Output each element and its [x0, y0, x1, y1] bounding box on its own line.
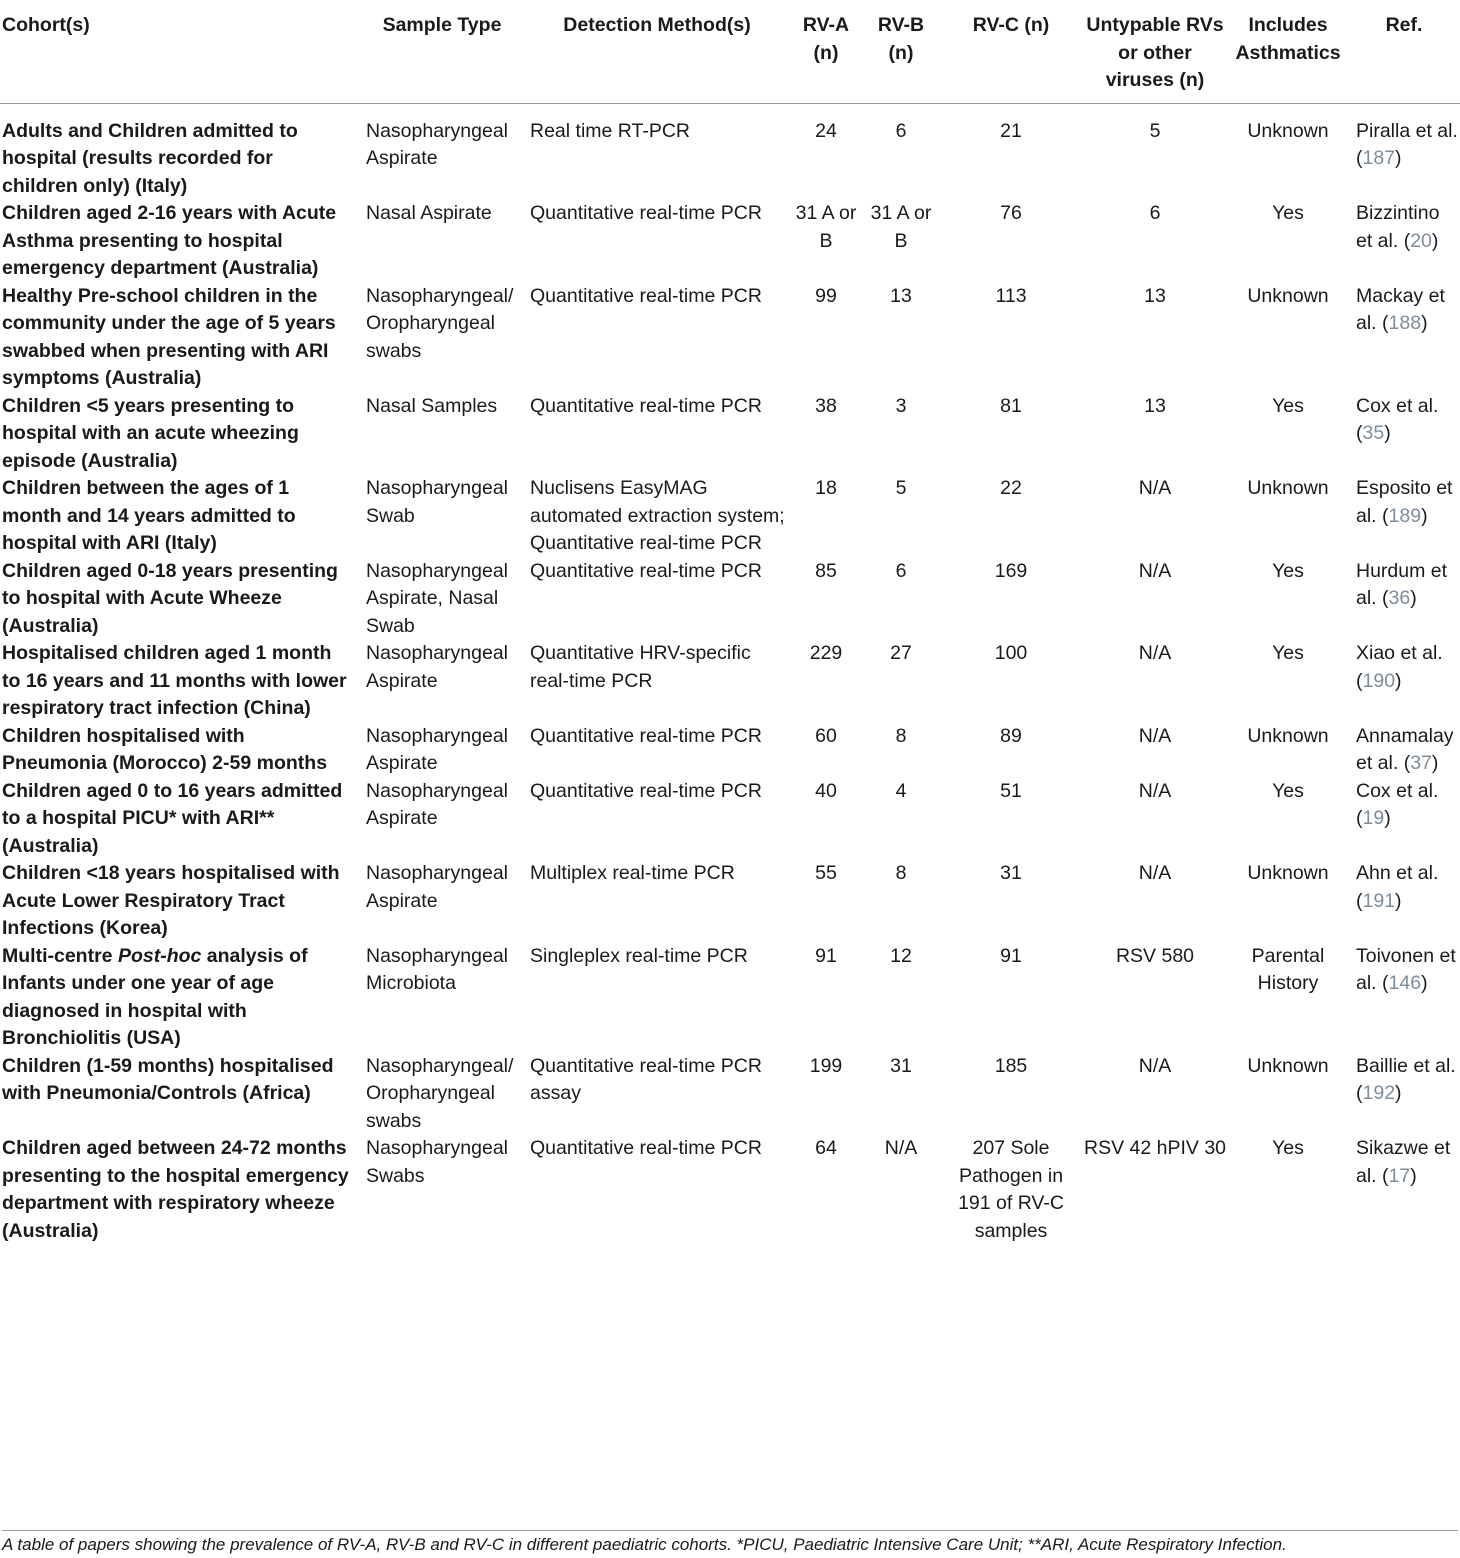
ref-number-link[interactable]: 187: [1362, 147, 1396, 169]
header-rv-b: RV-B (n): [862, 6, 940, 103]
includes-asthmatics-cell: Yes: [1272, 642, 1304, 664]
sample-type-cell: Nasopharyngeal Aspirate: [366, 119, 509, 169]
includes-asthmatics-cell: Unknown: [1247, 724, 1329, 747]
includes-asthmatics-cell: Unknown: [1247, 477, 1329, 499]
rv-b-cell: 3: [895, 394, 907, 417]
rv-a-cell: 99: [815, 284, 837, 307]
ref-author: Ahn et al.: [1356, 862, 1439, 884]
cohort-emphasis: Post-hoc: [117, 944, 202, 967]
rv-c-cell: 76: [1000, 202, 1022, 224]
rv-c-cell: 207 Sole Pathogen in 191 of RV-C samples: [958, 1137, 1064, 1242]
rv-c-cell: 169: [994, 559, 1028, 582]
ref-number-link[interactable]: 20: [1410, 229, 1432, 252]
detection-method-cell: Quantitative real-time PCR assay: [530, 1054, 762, 1104]
detection-method-cell: Quantitative HRV-specific real-time PCR: [530, 642, 751, 692]
rv-a-cell: 40: [815, 779, 837, 802]
ref-number-link[interactable]: 35: [1362, 422, 1385, 444]
ref-author: Esposito et al.: [1356, 477, 1453, 527]
table-row: [0, 393, 1460, 476]
ref-cell: Cox et al. (19): [1356, 779, 1439, 829]
cohort-cell: Children (1-59 months) hospitalised with Pneumonia/Controls (Africa): [2, 1054, 334, 1104]
includes-asthmatics-cell: Unknown: [1247, 862, 1329, 884]
table-row: [0, 475, 1460, 558]
ref-cell: Bizzintino et al. (20): [1356, 202, 1440, 252]
ref-number-link[interactable]: 37: [1410, 752, 1432, 774]
includes-asthmatics-cell: Yes: [1272, 394, 1304, 417]
ref-cell: Esposito et al. (189): [1356, 477, 1453, 527]
table-row: [0, 283, 1460, 393]
table-row: [0, 1053, 1460, 1136]
ref-cell: Sikazwe et al. (17): [1356, 1137, 1451, 1187]
rv-b-cell: 6: [895, 119, 907, 142]
detection-method-cell: Quantitative real-time PCR: [530, 284, 762, 307]
table-body: [0, 103, 1460, 1245]
cohort-text: analysis of Infants under one year of age diagnosed in hospital with Bronchiolitis (USA): [2, 944, 308, 1049]
sample-type-cell: Nasopharyngeal Aspirate: [366, 779, 509, 829]
rv-a-cell: 60: [815, 724, 837, 747]
header-rv-a: RV-A (n): [790, 6, 862, 103]
table-row: [0, 200, 1460, 283]
cohort-cell: Children aged 2-16 years with Acute Asthma presenting to hospital emergency department (Australia): [2, 202, 337, 279]
ref-number-link[interactable]: 192: [1362, 1082, 1396, 1104]
rv-c-cell: 89: [1000, 724, 1022, 747]
includes-asthmatics-cell: Unknown: [1247, 119, 1329, 142]
header-sample-type: Sample Type: [360, 6, 524, 103]
includes-asthmatics-cell: Yes: [1272, 1137, 1304, 1159]
table-row: [0, 558, 1460, 641]
cohort-cell: Children between the ages of 1 month and 14 years admitted to hospital with ARI (Italy): [2, 477, 296, 554]
ref-cell: Annamalay et al. (37): [1356, 724, 1454, 774]
header-detection-method: Detection Method(s): [524, 6, 790, 103]
ref-cell: Ahn et al. (191): [1356, 862, 1439, 912]
table-row: [0, 778, 1460, 861]
ref-number-link[interactable]: 146: [1388, 972, 1422, 994]
rv-c-cell: 31: [1000, 862, 1022, 884]
detection-method-cell: Quantitative real-time PCR: [530, 559, 762, 582]
rv-a-cell: 31 A or B: [795, 202, 857, 252]
cohort-cell: Children aged 0 to 16 years admitted to a hospital PICU* with ARI** (Australia): [2, 779, 343, 857]
ref-author: Piralla et al.: [1356, 119, 1458, 142]
untypable-cell: N/A: [1138, 779, 1172, 802]
ref-number-link[interactable]: 36: [1388, 587, 1411, 609]
ref-author: Cox et al.: [1356, 779, 1439, 802]
ref-cell: Baillie et al. (192): [1356, 1054, 1456, 1104]
table-row: [0, 723, 1460, 778]
ref-number-link[interactable]: 17: [1388, 1164, 1411, 1187]
rv-a-cell: 18: [815, 477, 837, 499]
ref-cell: Toivonen et al. (146): [1356, 944, 1456, 994]
ref-author: Bizzintino et al.: [1356, 202, 1440, 252]
detection-method-cell: Quantitative real-time PCR: [530, 779, 762, 802]
includes-asthmatics-cell: Unknown: [1247, 284, 1329, 307]
ref-number-link[interactable]: 188: [1388, 312, 1422, 334]
includes-asthmatics-cell: Unknown: [1247, 1054, 1329, 1077]
rv-a-cell: 38: [815, 394, 837, 417]
header-cohorts: Cohort(s): [0, 6, 360, 103]
rv-c-cell: 21: [1000, 119, 1022, 142]
rv-a-cell: 24: [815, 119, 837, 142]
sample-type-cell: Nasopharyngeal Aspirate: [366, 862, 509, 912]
untypable-cell: 6: [1149, 202, 1161, 224]
detection-method-cell: Quantitative real-time PCR: [530, 202, 762, 224]
ref-number-link[interactable]: 191: [1362, 889, 1396, 912]
rv-b-cell: 13: [890, 284, 912, 307]
rv-b-cell: 6: [895, 559, 907, 582]
ref-cell: Hurdum et al. (36): [1356, 559, 1448, 609]
ref-number-link[interactable]: 189: [1388, 504, 1422, 527]
cohort-cell: Adults and Children admitted to hospital (results recorded for children only) (Italy): [2, 119, 298, 197]
ref-cell: Piralla et al. (187): [1356, 119, 1458, 169]
detection-method-cell: Quantitative real-time PCR: [530, 394, 762, 417]
table-row: [0, 860, 1460, 943]
rv-c-cell: 91: [1000, 944, 1022, 967]
rv-c-cell: 113: [995, 284, 1027, 307]
rv-b-cell: N/A: [884, 1137, 918, 1159]
table-row: [0, 103, 1460, 200]
table-row: [0, 640, 1460, 723]
sample-type-cell: Nasopharyngeal Swabs: [366, 1137, 509, 1187]
ref-number-link[interactable]: 19: [1362, 807, 1385, 829]
includes-asthmatics-cell: Yes: [1272, 202, 1304, 224]
untypable-cell: N/A: [1138, 724, 1172, 747]
ref-author: Annamalay et al.: [1356, 724, 1454, 774]
rv-b-cell: 5: [895, 477, 907, 499]
detection-method-cell: Multiplex real-time PCR: [530, 862, 735, 884]
sample-type-cell: Nasopharyngeal/ Oropharyngeal swabs: [366, 1054, 514, 1132]
ref-cell: Xiao et al. (190): [1356, 642, 1443, 692]
untypable-cell: N/A: [1138, 862, 1172, 884]
header-rv-c: RV-C (n): [940, 6, 1082, 103]
table-row: [0, 943, 1460, 1053]
detection-method-cell: Singleplex real-time PCR: [530, 944, 748, 967]
sample-type-cell: Nasal Samples: [366, 394, 498, 417]
sample-type-cell: Nasopharyngeal Swab: [366, 477, 509, 527]
ref-author: Sikazwe et al.: [1356, 1137, 1451, 1187]
untypable-cell: N/A: [1138, 477, 1172, 499]
includes-asthmatics-cell: Yes: [1272, 779, 1304, 802]
header-untypable: Untypable RVs or other viruses (n): [1082, 6, 1228, 103]
untypable-cell: RSV 42 hPIV 30: [1084, 1137, 1227, 1159]
cohort-text: Multi-centre: [2, 944, 118, 967]
detection-method-cell: Nuclisens EasyMAG automated extraction system; Quantitative real-time PCR: [530, 477, 785, 554]
detection-method-cell: Real time RT-PCR: [530, 119, 691, 142]
ref-author: Baillie et al.: [1356, 1054, 1456, 1077]
rv-c-cell: 81: [1000, 394, 1022, 417]
sample-type-cell: Nasopharyngeal Aspirate: [366, 724, 509, 774]
detection-method-cell: Quantitative real-time PCR: [530, 1137, 762, 1159]
detection-method-cell: Quantitative real-time PCR: [530, 724, 762, 747]
rv-b-cell: 27: [890, 642, 912, 664]
cohort-cell: Children <18 years hospitalised with Acute Lower Respiratory Tract Infections (Korea): [2, 862, 340, 939]
cohort-cell: Children aged between 24-72 months presenting to the hospital emergency department with respiratory wheeze (Australia): [2, 1137, 349, 1242]
rv-a-cell: 64: [815, 1137, 837, 1159]
table-header-row: [0, 6, 1460, 103]
ref-author: Cox et al.: [1356, 394, 1439, 417]
ref-author: Toivonen et al.: [1356, 944, 1456, 994]
untypable-cell: 13: [1144, 394, 1166, 417]
ref-author: Mackay et al.: [1356, 284, 1445, 334]
rv-b-cell: 12: [890, 944, 912, 967]
untypable-cell: N/A: [1138, 642, 1172, 664]
cohort-cell: [0, 943, 360, 1053]
cohort-cell: Children hospitalised with Pneumonia (Morocco) 2-59 months: [2, 724, 328, 774]
rv-c-cell: 22: [1000, 477, 1022, 499]
rv-c-cell: 100: [994, 642, 1028, 664]
ref-number-link[interactable]: 190: [1362, 669, 1396, 692]
cohort-cell: Children aged 0-18 years presenting to hospital with Acute Wheeze (Australia): [2, 559, 338, 637]
rv-c-cell: 185: [994, 1054, 1028, 1077]
header-includes-asthmatics: Includes Asthmatics: [1228, 6, 1348, 103]
cohort-cell: Hospitalised children aged 1 month to 16 years and 11 months with lower respiratory tract infection (China): [2, 642, 347, 719]
sample-type-cell: Nasal Aspirate: [366, 202, 492, 224]
untypable-cell: RSV 580: [1115, 944, 1195, 967]
ref-cell: Cox et al. (35): [1356, 394, 1439, 444]
table-caption: A table of papers showing the prevalence of RV-A, RV-B and RV-C in different paediatric cohorts. *PICU, Paediatric Intensive Care Unit; **ARI, Acute Respiratory Infection.: [2, 1530, 1458, 1555]
rv-a-cell: 229: [809, 642, 843, 664]
rv-b-cell: 31 A or B: [870, 202, 932, 252]
cohort-cell: Children <5 years presenting to hospital with an acute wheezing episode (Australia): [2, 394, 299, 472]
sample-type-cell: Nasopharyngeal Microbiota: [366, 944, 509, 994]
rv-a-cell: 199: [809, 1054, 843, 1077]
rv-a-cell: 85: [815, 559, 837, 582]
sample-type-cell: Nasopharyngeal/ Oropharyngeal swabs: [366, 284, 514, 362]
cohort-cell: Healthy Pre-school children in the community under the age of 5 years swabbed when presenting with ARI symptoms (Australia): [2, 284, 336, 389]
ref-author: Xiao et al.: [1356, 642, 1443, 664]
rv-b-cell: 8: [895, 862, 907, 884]
ref-author: Hurdum et al.: [1356, 559, 1448, 609]
untypable-cell: 13: [1144, 284, 1166, 307]
rv-c-cell: 51: [1000, 779, 1022, 802]
table-row: [0, 1135, 1460, 1245]
untypable-cell: 5: [1149, 119, 1161, 142]
untypable-cell: N/A: [1138, 559, 1172, 582]
rv-b-cell: 8: [895, 724, 907, 747]
ref-cell: Mackay et al. (188): [1356, 284, 1445, 334]
rv-a-cell: 91: [815, 944, 837, 967]
rv-b-cell: 31: [890, 1054, 912, 1077]
header-ref: Ref.: [1348, 6, 1460, 103]
sample-type-cell: Nasopharyngeal Aspirate, Nasal Swab: [366, 559, 509, 637]
untypable-cell: N/A: [1138, 1054, 1172, 1077]
sample-type-cell: Nasopharyngeal Aspirate: [366, 642, 509, 692]
cohort-table: [0, 6, 1460, 1245]
rv-b-cell: 4: [895, 779, 907, 802]
includes-asthmatics-cell: Parental History: [1251, 944, 1325, 994]
includes-asthmatics-cell: Yes: [1272, 559, 1304, 582]
rv-a-cell: 55: [815, 862, 837, 884]
